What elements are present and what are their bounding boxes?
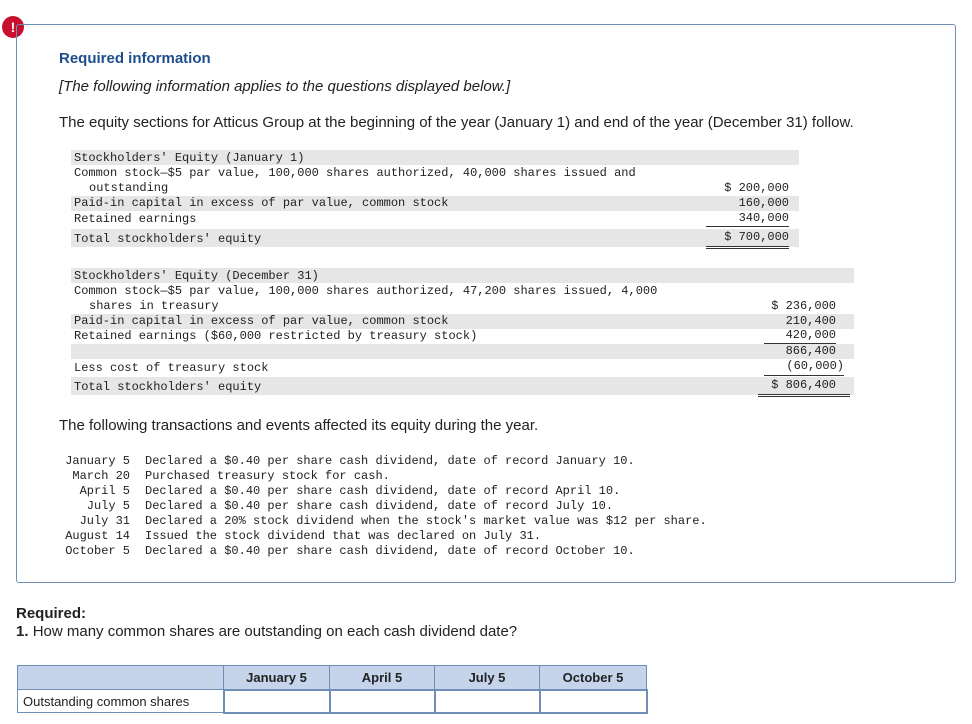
answer-cell-january-5[interactable] bbox=[224, 690, 330, 713]
answer-table bbox=[17, 665, 648, 714]
answer-cell-april-5[interactable] bbox=[330, 690, 435, 713]
column-header-july-5: July 5 bbox=[435, 666, 540, 690]
header-blank-cell bbox=[18, 666, 224, 690]
answer-input-january-5[interactable] bbox=[225, 691, 329, 712]
answer-cell-july-5[interactable] bbox=[435, 690, 540, 713]
required-label: Required: bbox=[16, 605, 87, 622]
row-label-outstanding-shares: Outstanding common shares bbox=[18, 690, 224, 713]
retained-earnings-amount: 340,000 bbox=[706, 211, 789, 227]
common-stock-label-cont: outstanding bbox=[89, 181, 169, 195]
answer-table-header bbox=[18, 666, 647, 690]
total-equity-label: Total stockholders' equity bbox=[74, 380, 262, 394]
question-number: 1. bbox=[16, 623, 29, 640]
transaction-description: Purchased treasury stock for cash. bbox=[145, 469, 390, 483]
retained-earnings-label: Retained earnings ($60,000 restricted by treasury stock) bbox=[74, 329, 478, 343]
answer-input-october-5[interactable] bbox=[541, 691, 646, 712]
problem-description: The equity sections for Atticus Group at the beginning of the year (January 1) and end of the year (December 31) follow. bbox=[59, 114, 854, 131]
column-header-april-5: April 5 bbox=[330, 666, 435, 690]
transaction-description: Issued the stock dividend that was declared on July 31. bbox=[145, 529, 542, 543]
statement-heading: Stockholders' Equity (January 1) bbox=[74, 151, 305, 165]
column-header-october-5: October 5 bbox=[540, 666, 647, 690]
transaction-date: July 31 bbox=[79, 514, 130, 528]
subtotal-amount: 866,400 bbox=[785, 344, 836, 358]
transactions-intro: The following transactions and events affected its equity during the year. bbox=[59, 417, 539, 434]
transaction-description: Declared a 20% stock dividend when the stock's market value was $12 per share. bbox=[145, 514, 707, 528]
total-equity-label: Total stockholders' equity bbox=[74, 232, 262, 246]
paid-in-capital-label: Paid-in capital in excess of par value, common stock bbox=[74, 314, 449, 328]
common-stock-amount: $ 200,000 bbox=[724, 181, 789, 195]
answer-input-april-5[interactable] bbox=[331, 691, 434, 712]
row-band bbox=[71, 344, 854, 359]
common-stock-label: Common stock—$5 par value, 100,000 shares authorized, 40,000 shares issued and bbox=[74, 166, 636, 180]
common-stock-amount: $ 236,000 bbox=[771, 299, 836, 313]
statement-heading: Stockholders' Equity (December 31) bbox=[74, 269, 319, 283]
common-stock-label: Common stock—$5 par value, 100,000 shares authorized, 47,200 shares issued, 4,000 bbox=[74, 284, 658, 298]
treasury-stock-label: Less cost of treasury stock bbox=[74, 361, 269, 375]
transaction-date: August 14 bbox=[65, 529, 130, 543]
answer-input-july-5[interactable] bbox=[436, 691, 539, 712]
intro-note: [The following information applies to the questions displayed below.] bbox=[59, 78, 511, 95]
paid-in-capital-label: Paid-in capital in excess of par value, common stock bbox=[74, 196, 449, 210]
answer-cell-october-5[interactable] bbox=[540, 690, 647, 713]
transaction-date: March 20 bbox=[72, 469, 130, 483]
total-equity-amount: $ 700,000 bbox=[706, 230, 789, 249]
transaction-description: Declared a $0.40 per share cash dividend, date of record October 10. bbox=[145, 544, 635, 558]
table-row bbox=[18, 690, 647, 713]
column-header-january-5: January 5 bbox=[224, 666, 330, 690]
retained-earnings-amount: 420,000 bbox=[764, 328, 836, 344]
alert-icon: ! bbox=[2, 16, 24, 38]
total-equity-amount: $ 806,400 bbox=[758, 378, 850, 397]
required-information-title: Required information bbox=[59, 50, 211, 67]
transaction-description: Declared a $0.40 per share cash dividend, date of record April 10. bbox=[145, 484, 621, 498]
transaction-description: Declared a $0.40 per share cash dividend, date of record January 10. bbox=[145, 454, 635, 468]
transaction-date: July 5 bbox=[86, 499, 130, 513]
transaction-date: January 5 bbox=[65, 454, 130, 468]
paid-in-capital-amount: 210,400 bbox=[785, 314, 836, 328]
transaction-date: April 5 bbox=[79, 484, 130, 498]
transaction-description: Declared a $0.40 per share cash dividend, date of record July 10. bbox=[145, 499, 614, 513]
retained-earnings-label: Retained earnings bbox=[74, 212, 197, 226]
question-text: How many common shares are outstanding on each cash dividend date? bbox=[32, 623, 518, 640]
transaction-date: October 5 bbox=[65, 544, 130, 558]
common-stock-label-cont: shares in treasury bbox=[89, 299, 219, 313]
paid-in-capital-amount: 160,000 bbox=[738, 196, 789, 210]
question-1 bbox=[16, 623, 517, 640]
treasury-stock-amount: (60,000) bbox=[764, 359, 844, 376]
